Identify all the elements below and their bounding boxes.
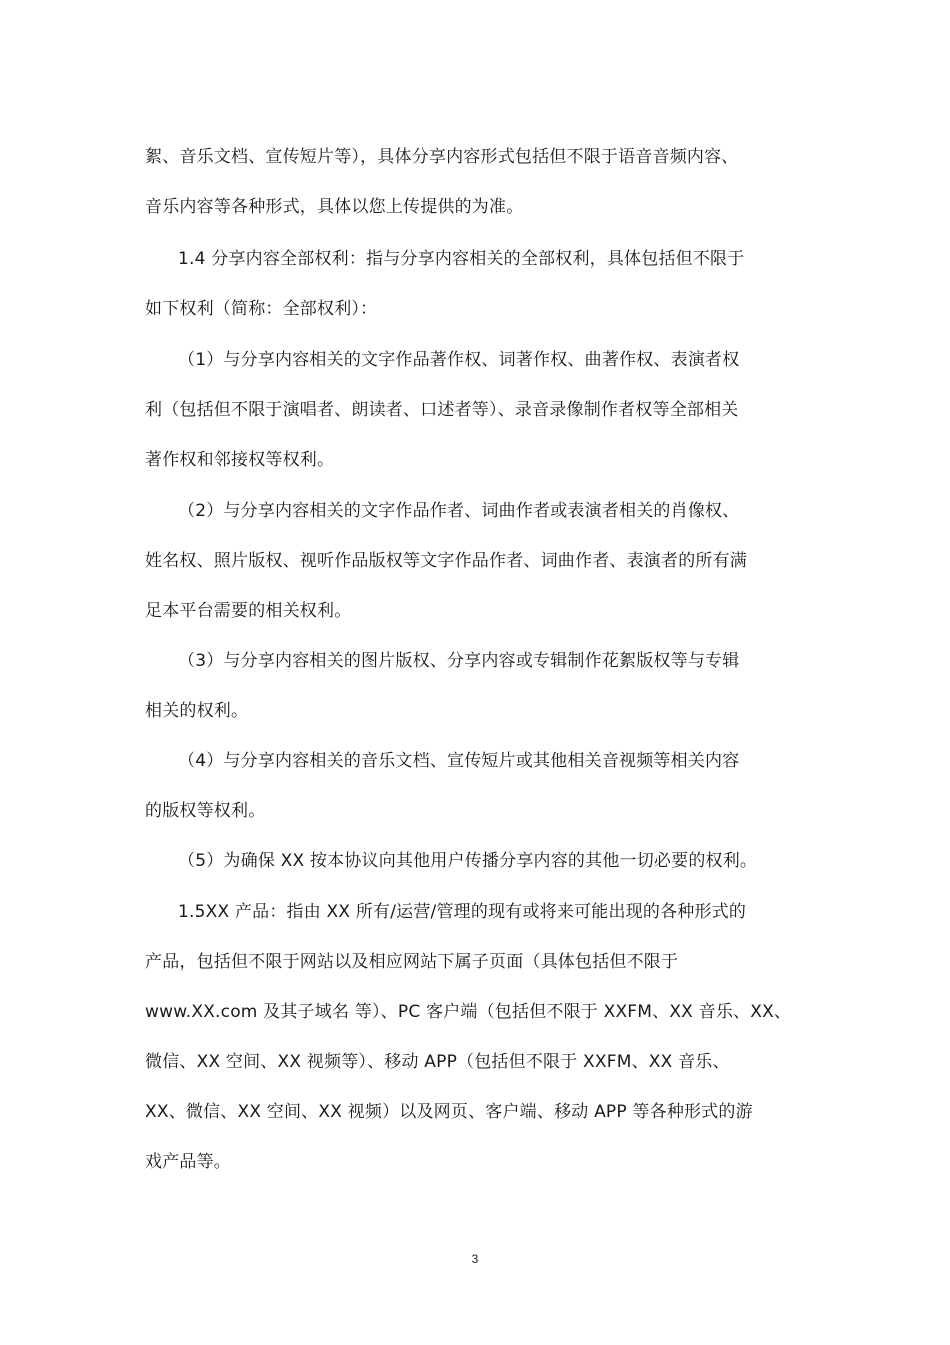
paragraph-line: 利（包括但不限于演唱者、朗读者、口述者等）、录音录像制作者权等全部相关: [145, 400, 739, 420]
paragraph-line: 著作权和邻接权等权利。: [145, 450, 335, 470]
paragraph-line: 的版权等权利。: [145, 801, 266, 821]
paragraph-line: 姓名权、照片版权、视听作品版权等文字作品作者、词曲作者、表演者的所有满: [145, 551, 747, 571]
item-3-line: （3）与分享内容相关的图片版权、分享内容或专辑制作花絮版权等与专辑: [178, 651, 740, 671]
item-2-line: （2）与分享内容相关的文字作品作者、词曲作者或表演者相关的肖像权、: [178, 501, 740, 521]
paragraph-line: 戏产品等。: [145, 1152, 231, 1172]
paragraph-line: XX、微信、XX 空间、XX 视频）以及网页、客户端、移动 APP 等各种形式的游: [145, 1102, 753, 1122]
item-4-line: （4）与分享内容相关的音乐文档、宣传短片或其他相关音视频等相关内容: [178, 751, 740, 771]
paragraph-line: 如下权利（简称：全部权利）：: [145, 299, 378, 319]
item-1-line: （1）与分享内容相关的文字作品著作权、词著作权、曲著作权、表演者权: [178, 350, 740, 370]
paragraph-line: 絮、音乐文档、宣传短片等），具体分享内容形式包括但不限于语音音频内容、: [145, 147, 739, 167]
paragraph-line: www.XX.com 及其子域名 等）、PC 客户端（包括但不限于 XXFM、XX 音乐、XX、: [145, 1002, 792, 1022]
paragraph-line: 微信、XX 空间、XX 视频等）、移动 APP（包括但不限于 XXFM、XX 音乐、: [145, 1052, 730, 1072]
section-1-4-heading-line: 1.4 分享内容全部权利：指与分享内容相关的全部权利，具体包括但不限于: [178, 249, 745, 269]
item-5-line: （5）为确保 XX 按本协议向其他用户传播分享内容的其他一切必要的权利。: [178, 851, 758, 871]
paragraph-line: 产品，包括但不限于网站以及相应网站下属子页面（具体包括但不限于: [145, 952, 679, 972]
paragraph-line: 足本平台需要的相关权利。: [145, 601, 352, 621]
page-number: 3: [471, 1252, 479, 1266]
section-1-5-heading-line: 1.5XX 产品：指由 XX 所有/运营/管理的现有或将来可能出现的各种形式的: [178, 902, 747, 922]
paragraph-line: 相关的权利。: [145, 701, 249, 721]
paragraph-line: 音乐内容等各种形式，具体以您上传提供的为准。: [145, 197, 524, 217]
